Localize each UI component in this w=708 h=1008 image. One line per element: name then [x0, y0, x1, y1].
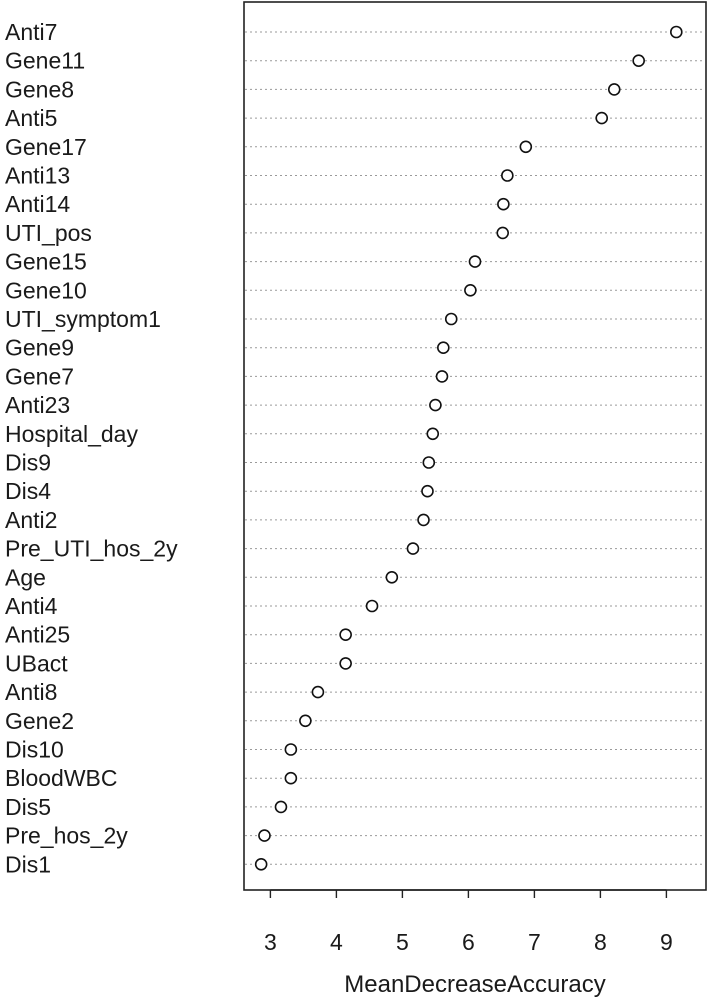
- data-point: [340, 629, 351, 640]
- category-label: Pre_hos_2y: [5, 822, 128, 849]
- category-label: Anti4: [5, 593, 58, 619]
- category-label: Gene15: [5, 248, 87, 275]
- data-point: [300, 715, 311, 726]
- x-tick-label: 7: [528, 929, 541, 955]
- data-point: [437, 371, 448, 382]
- category-label: Anti13: [5, 162, 71, 189]
- data-point: [438, 342, 449, 353]
- x-tick-label: 3: [264, 929, 277, 955]
- category-label: Gene7: [5, 363, 75, 390]
- x-tick-label: 5: [396, 929, 409, 955]
- category-label: Pre_UTI_hos_2y: [5, 535, 178, 562]
- category-label: Gene10: [5, 277, 87, 304]
- data-point: [422, 486, 433, 497]
- data-point: [367, 601, 378, 612]
- data-point: [465, 285, 476, 296]
- category-label: Anti25: [5, 621, 71, 648]
- x-tick-label: 9: [660, 929, 673, 955]
- data-point: [386, 572, 397, 583]
- category-label: Anti5: [5, 105, 58, 132]
- category-label: Dis10: [5, 736, 64, 763]
- data-point: [520, 141, 531, 152]
- x-tick-label: 6: [462, 929, 475, 955]
- category-label: BloodWBC: [5, 765, 118, 792]
- x-axis-title: MeanDecreaseAccuracy: [344, 971, 606, 998]
- data-point: [259, 830, 270, 841]
- category-label: Age: [5, 564, 46, 591]
- category-label: Anti2: [5, 506, 58, 533]
- data-point: [609, 84, 620, 95]
- category-label: Anti7: [5, 19, 58, 45]
- data-point: [407, 543, 418, 554]
- category-label: Anti23: [5, 392, 71, 419]
- category-label: UTI_pos: [5, 219, 92, 246]
- data-point: [423, 457, 434, 468]
- data-point: [340, 658, 351, 669]
- data-point: [498, 199, 509, 210]
- category-labels: [5, 19, 178, 877]
- x-axis: [264, 890, 673, 955]
- data-point: [633, 55, 644, 66]
- category-label: Dis4: [5, 478, 52, 505]
- category-label: Dis9: [5, 449, 52, 476]
- guide-lines: [245, 32, 705, 864]
- category-label: Anti8: [5, 679, 58, 706]
- category-label: Dis5: [5, 793, 52, 820]
- category-label: Gene9: [5, 334, 75, 361]
- data-point: [671, 27, 682, 38]
- data-point: [418, 514, 429, 525]
- data-point: [502, 170, 513, 181]
- x-tick-label: 4: [330, 929, 343, 955]
- category-label: UTI_symptom1: [5, 306, 161, 332]
- category-label: Gene17: [5, 133, 87, 160]
- data-point: [256, 859, 267, 870]
- data-point: [596, 113, 607, 124]
- category-label: Gene11: [5, 47, 86, 74]
- data-point: [446, 314, 457, 325]
- data-point: [497, 227, 508, 238]
- category-label: Gene2: [5, 707, 75, 734]
- data-point: [312, 687, 323, 698]
- x-tick-label: 8: [594, 929, 607, 955]
- category-label: Dis1: [5, 851, 52, 878]
- data-point: [430, 400, 441, 411]
- data-points: [256, 27, 682, 870]
- category-label: Gene8: [5, 76, 75, 103]
- data-point: [285, 773, 296, 784]
- data-point: [470, 256, 481, 267]
- data-point: [285, 744, 296, 755]
- data-point: [427, 428, 438, 439]
- data-point: [275, 801, 286, 812]
- plot-frame: [244, 2, 706, 890]
- category-label: Anti14: [5, 191, 71, 218]
- category-label: UBact: [5, 650, 68, 677]
- category-label: Hospital_day: [5, 420, 138, 447]
